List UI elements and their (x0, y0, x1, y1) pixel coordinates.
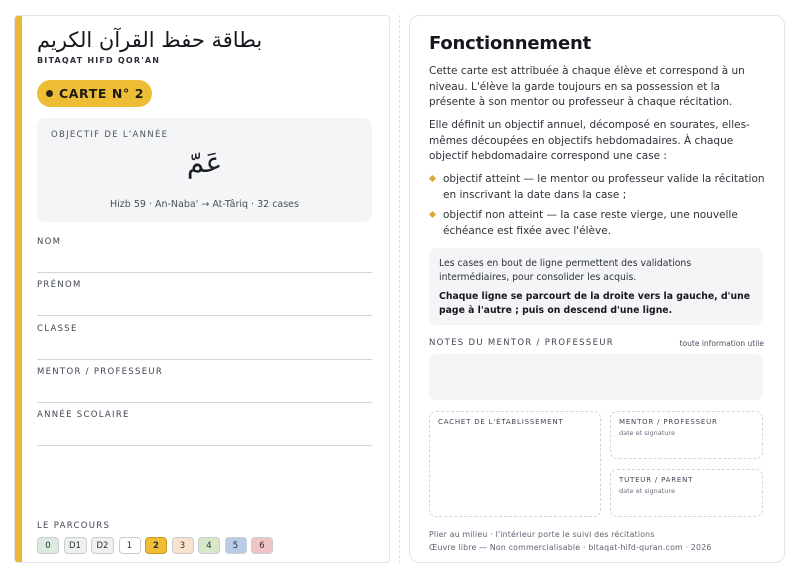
fold-line (399, 15, 400, 563)
parcours-step-3: 3 (172, 537, 194, 554)
signature-title: TUTEUR / PARENT (619, 476, 694, 484)
notes-hint: toute information utile (679, 339, 764, 348)
info-strong-text: Chaque ligne se parcourt de la droite vers la gauche, d'une page à l'autre ; puis on descend d'une ligne. (439, 291, 750, 316)
accent-stripe (15, 16, 22, 562)
parcours-step-6: 6 (251, 537, 273, 554)
field-mentor[interactable] (37, 367, 372, 403)
signature-title: MENTOR / PROFESSEUR (619, 418, 718, 426)
parcours-step-d2: D2 (91, 537, 114, 554)
objective-detail: Hizb 59 · An-Naba' → At-Târiq · 32 cases (110, 199, 299, 210)
arabic-title: بطاقة حفظ القرآن الكريم (37, 28, 263, 52)
parcours-step-5: 5 (225, 537, 247, 554)
parcours-steps (37, 537, 278, 554)
objective-label: OBJECTIF DE L'ANNÉE (51, 130, 169, 140)
objective-surah: عَمّ (186, 146, 223, 179)
signature-subtitle: date et signature (619, 487, 675, 495)
field-nom[interactable] (37, 237, 372, 273)
parcours-step-d1: D1 (64, 537, 87, 554)
info-text: Les cases en bout de ligne permettent des validations intermédiaires, pour consolider les acquis. (439, 258, 692, 283)
parcours-step-2: 2 (145, 537, 167, 554)
parcours-step-0: 0 (37, 537, 59, 554)
objective-panel (37, 118, 372, 222)
field-label: MENTOR / PROFESSEUR (37, 367, 164, 377)
field-classe[interactable] (37, 324, 372, 360)
notes-field[interactable] (429, 354, 763, 400)
mentor-signature-box[interactable] (610, 411, 763, 459)
stamp-label: CACHET DE L'ÉTABLISSEMENT (438, 418, 564, 426)
section-title: Fonctionnement (429, 33, 591, 54)
bullet-text: objectif atteint — le mentor ou professeur valide la récitation en inscrivant la date dans la case ; (443, 173, 765, 201)
card-number-text: CARTE N° 2 (59, 86, 145, 101)
field-label: PRÉNOM (37, 280, 82, 290)
footer-fold-note: Plier au milieu · l'intérieur porte le suivi des récitations (429, 530, 655, 539)
bullet-item (429, 172, 769, 203)
notes-label: NOTES DU MENTOR / PROFESSEUR (429, 338, 614, 348)
bullet-text: objectif non atteint — la case reste vierge, une nouvelle échéance est fixée avec l'élève. (443, 209, 738, 237)
diamond-bullet-icon (429, 175, 436, 182)
field-label: CLASSE (37, 324, 78, 334)
info-panel (429, 248, 763, 325)
field-label: ANNÉE SCOLAIRE (37, 410, 130, 420)
signature-subtitle: date et signature (619, 429, 675, 437)
field-prenom[interactable] (37, 280, 372, 316)
objective-paragraph: Elle définit un objectif annuel, décomposé en sourates, elles-mêmes découpées en objectifs hebdomadaires. À chaque objectif hebdomadaire correspond une case : (429, 119, 750, 162)
card-back (409, 15, 785, 563)
footer-license: Œuvre libre — Non commercialisable · bitaqat-hifd-quran.com · 2026 (429, 543, 712, 552)
field-label: NOM (37, 237, 62, 247)
bullet-item (429, 208, 769, 239)
parent-signature-box[interactable] (610, 469, 763, 517)
field-annee-scolaire[interactable] (37, 410, 372, 446)
dot-icon (46, 90, 53, 97)
parcours-step-4: 4 (198, 537, 220, 554)
stamp-box[interactable] (429, 411, 601, 517)
diamond-bullet-icon (429, 211, 436, 218)
latin-title: BITAQAT HIFD QOR'AN (37, 56, 161, 65)
card-number-badge (37, 80, 152, 107)
parcours-label: LE PARCOURS (37, 521, 111, 531)
parcours-step-1: 1 (119, 537, 141, 554)
intro-paragraph: Cette carte est attribuée à chaque élève et correspond à un niveau. L'élève la garde toujours en sa possession et la présente à son mentor ou professeur à chaque récitation. (429, 65, 745, 108)
card-front (14, 15, 390, 563)
